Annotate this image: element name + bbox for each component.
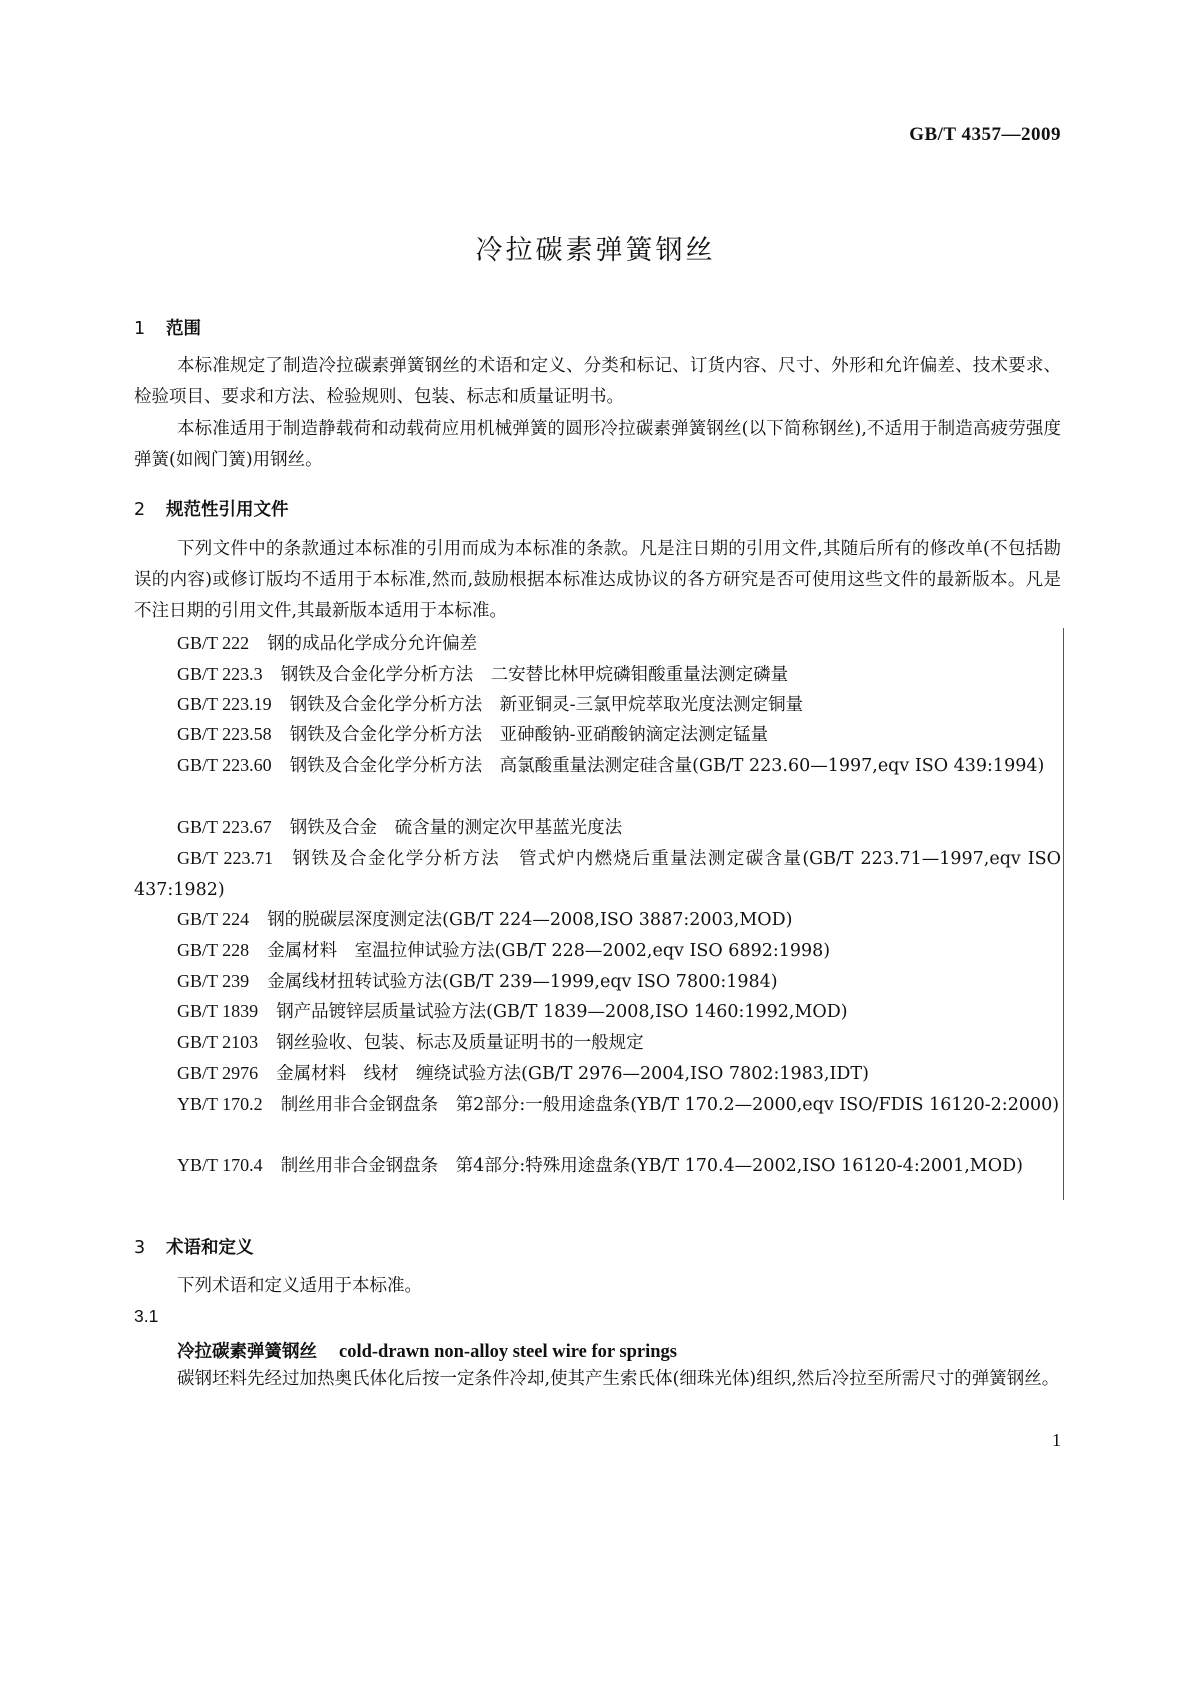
reference-title: 金属线材扭转试验方法(GB/T 239—1999,eqv ISO 7800:1984) (267, 972, 778, 992)
term-chinese: 冷拉碳素弹簧钢丝 (177, 1342, 317, 1362)
section-1-heading (134, 315, 201, 340)
reference-code: GB/T 228 (177, 940, 250, 960)
reference-title: 钢铁及合金化学分析方法 亚砷酸钠-亚硝酸钠滴定法测定锰量 (289, 725, 769, 745)
reference-code: GB/T 1839 (177, 1001, 259, 1021)
section-title: 术语和定义 (166, 1238, 254, 1258)
page-title: 冷拉碳素弹簧钢丝 (475, 235, 716, 266)
section-number: 1 (134, 319, 146, 339)
reference-item (134, 750, 1061, 782)
reference-title: 钢铁及合金化学分析方法 新亚铜灵-三氯甲烷萃取光度法测定铜量 (289, 695, 804, 715)
reference-title: 钢铁及合金 硫含量的测定次甲基蓝光度法 (289, 818, 623, 838)
reference-title: 钢的脱碳层深度测定法(GB/T 224—2008,ISO 3887:2003,MOD) (267, 910, 793, 930)
reference-code: GB/T 2976 (177, 1063, 259, 1083)
reference-title: 钢丝验收、包装、标志及质量证明书的一般规定 (276, 1033, 644, 1053)
reference-title: 钢铁及合金化学分析方法 管式炉内燃烧后重量法测定碳含量(GB/T 223.71—1997,eqv ISO 437:1982) (134, 849, 1061, 900)
reference-title: 钢产品镀锌层质量试验方法(GB/T 1839—2008,ISO 1460:1992,MOD) (276, 1002, 848, 1022)
reference-item (134, 935, 1061, 967)
reference-item (134, 1058, 1061, 1090)
section-title: 规范性引用文件 (166, 500, 289, 520)
reference-title: 制丝用非合金钢盘条 第2部分:一般用途盘条(YB/T 170.2—2000,eqv ISO/FDIS 16120-2:2000) (280, 1095, 1060, 1115)
reference-title: 钢铁及合金化学分析方法 二安替比林甲烷磷钼酸重量法测定磷量 (280, 665, 789, 685)
reference-item (134, 719, 1061, 751)
page-number: 1 (1052, 1430, 1061, 1450)
reference-item (134, 659, 1061, 691)
reference-code: GB/T 223.60 (177, 755, 272, 775)
paragraph: 本标准适用于制造静载荷和动载荷应用机械弹簧的圆形冷拉碳素弹簧钢丝(以下简称钢丝),不适用于制造高疲劳强度弹簧(如阀门簧)用钢丝。 (134, 419, 1061, 470)
reference-title: 金属材料 室温拉伸试验方法(GB/T 228—2002,eqv ISO 6892:1998) (267, 941, 831, 961)
reference-code: GB/T 223.58 (177, 724, 272, 744)
reference-code: GB/T 224 (177, 909, 250, 929)
reference-code: GB/T 223.71 (177, 848, 274, 868)
section-number: 3 (134, 1238, 146, 1258)
section-title: 范围 (166, 319, 201, 339)
reference-title: 金属材料 线材 缠绕试验方法(GB/T 2976—2004,ISO 7802:1983,IDT) (276, 1064, 869, 1084)
reference-item (134, 904, 1061, 936)
section-3-heading (134, 1234, 254, 1259)
standard-code: GB/T 4357—2009 (909, 124, 1061, 145)
revision-bar (1063, 628, 1064, 1200)
reference-code: GB/T 239 (177, 971, 250, 991)
reference-code: GB/T 223.3 (177, 664, 263, 684)
reference-item (134, 1150, 1061, 1182)
paragraph: 下列文件中的条款通过本标准的引用而成为本标准的条款。凡是注日期的引用文件,其随后所有的修改单(不包括勘误的内容)或修订版均不适用于本标准,然而,鼓励根据本标准达成协议的各方研究是否可使用这些文件的最新版本。凡是不注日期的引用文件,其最新版本适用于本标准。 (134, 539, 1061, 621)
paragraph: 下列术语和定义适用于本标准。 (177, 1276, 422, 1296)
reference-item (134, 1089, 1061, 1121)
reference-code: GB/T 222 (177, 633, 250, 653)
reference-item (134, 843, 1061, 906)
term-english: cold-drawn non-alloy steel wire for springs (339, 1342, 677, 1362)
reference-code: YB/T 170.4 (177, 1155, 263, 1175)
section-2-heading (134, 496, 289, 521)
reference-title: 制丝用非合金钢盘条 第4部分:特殊用途盘条(YB/T 170.4—2002,ISO 16120-4:2001,MOD) (280, 1156, 1023, 1176)
reference-code: YB/T 170.2 (177, 1094, 263, 1114)
reference-title: 钢铁及合金化学分析方法 高氯酸重量法测定硅含量(GB/T 223.60—1997,eqv ISO 439:1994) (289, 756, 1045, 776)
paragraph: 本标准规定了制造冷拉碳素弹簧钢丝的术语和定义、分类和标记、订货内容、尺寸、外形和允许偏差、技术要求、检验项目、要求和方法、检验规则、包装、标志和质量证明书。 (134, 356, 1061, 407)
definition: 碳钢坯料先经过加热奥氏体化后按一定条件冷却,使其产生索氏体(细珠光体)组织,然后冷拉至所需尺寸的弹簧钢丝。 (177, 1369, 1060, 1389)
reference-code: GB/T 223.19 (177, 694, 272, 714)
term-entry (177, 1338, 677, 1363)
reference-item (134, 689, 1061, 721)
reference-title: 钢的成品化学成分允许偏差 (267, 634, 478, 654)
section-number: 2 (134, 500, 146, 520)
reference-item (134, 966, 1061, 998)
reference-item (134, 812, 1061, 844)
reference-code: GB/T 223.67 (177, 817, 272, 837)
reference-item (134, 628, 1061, 660)
reference-item (134, 1027, 1061, 1059)
subsection-number: 3.1 (134, 1306, 159, 1326)
reference-item (134, 996, 1061, 1028)
reference-code: GB/T 2103 (177, 1032, 259, 1052)
